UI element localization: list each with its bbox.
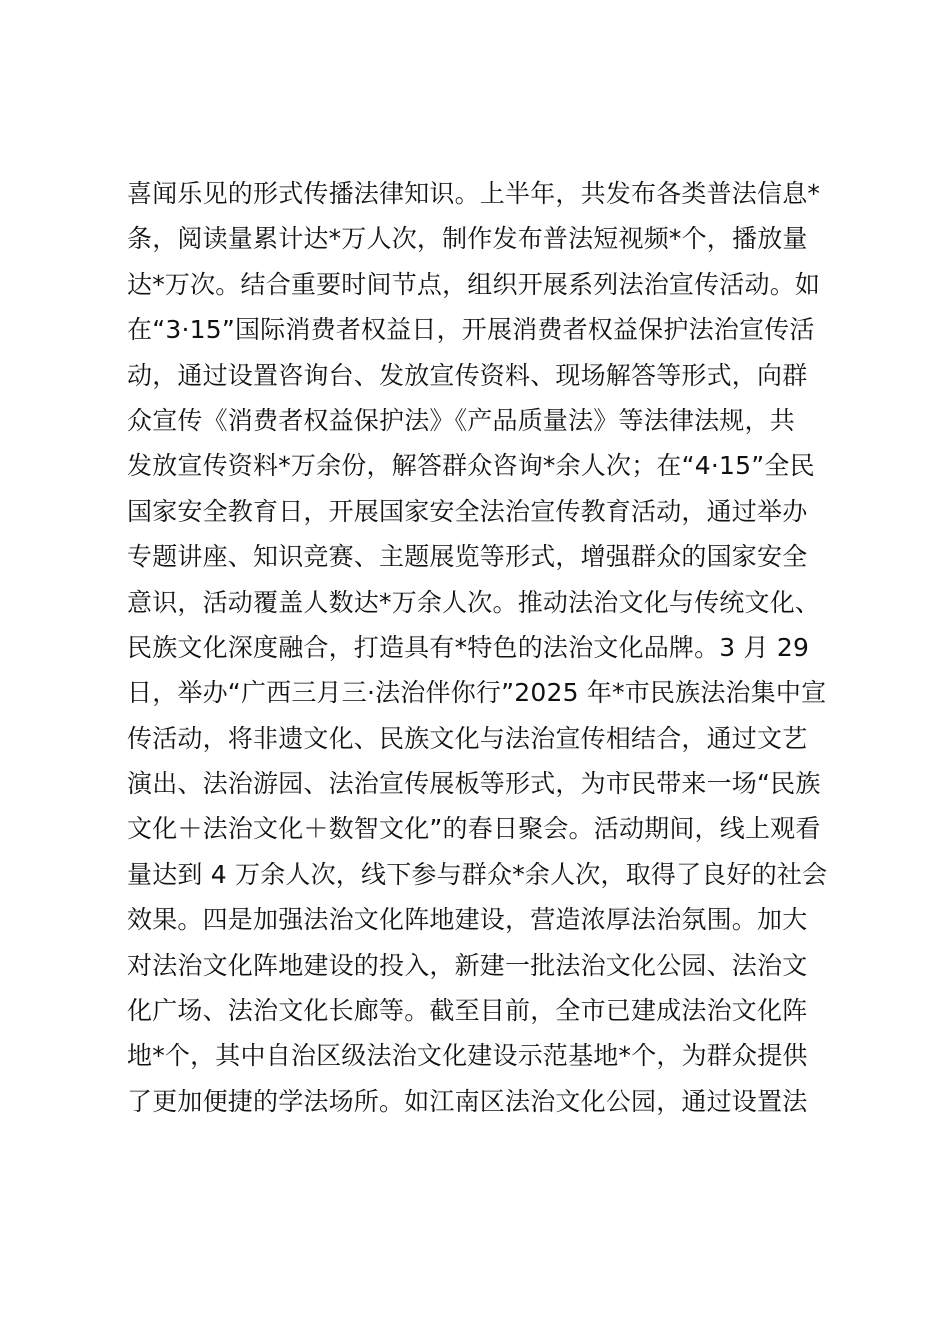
text-line: 国家安全教育日，开展国家安全法治宣传教育活动，通过举办 [127,496,808,526]
text-line: 效果。四是加强法治文化阵地建设，营造浓厚法治氛围。加大 [127,905,808,935]
text-line: 化广场、法治文化长廊等。截至目前，全市已建成法治文化阵 [127,996,808,1026]
text-line: 在“3·15”国际消费者权益日，开展消费者权益保护法治宣传活 [127,315,815,345]
body-paragraph [127,171,847,1124]
text-line: 专题讲座、知识竞赛、主题展览等形式，增强群众的国家安全 [127,542,808,572]
text-line: 喜闻乐见的形式传播法律知识。上半年，共发布各类普法信息* [127,179,821,208]
text-line: 了更加便捷的学法场所。如江南区法治文化公园，通过设置法 [127,1086,808,1116]
text-line: 传活动，将非遗文化、民族文化与法治宣传相结合，通过文艺 [127,723,808,753]
text-line: 日，举办“广西三月三·法治伴你行”2025 年*市民族法治集中宣 [127,678,827,708]
text-line: 条，阅读量累计达*万人次，制作发布普法短视频*个，播放量 [127,224,808,254]
text-line: 对法治文化阵地建设的投入，新建一批法治文化公园、法治文 [127,950,808,980]
text-line: 达*万次。结合重要时间节点，组织开展系列法治宣传活动。如 [127,269,821,299]
text-line: 众宣传《消费者权益保护法》《产品质量法》等法律法规，共 [127,405,795,435]
text-line: 动，通过设置咨询台、发放宣传资料、现场解答等形式，向群 [127,360,808,390]
text-line: 意识，活动覆盖人数达*万余人次。推动法治文化与传统文化、 [127,587,821,617]
text-line: 地*个，其中自治区级法治文化建设示范基地*个，为群众提供 [127,1041,808,1071]
text-line: 文化＋法治文化＋数智文化”的春日聚会。活动期间，线上观看 [127,814,821,844]
text-line: 民族文化深度融合，打造具有*特色的法治文化品牌。3 月 29 [127,632,810,662]
text-line: 发放宣传资料*万余份，解答群众咨询*余人次；在“4·15”全民 [127,451,815,481]
text-line: 量达到 4 万余人次，线下参与群众*余人次，取得了良好的社会 [127,859,828,889]
text-line: 演出、法治游园、法治宣传展板等形式，为市民带来一场“民族 [127,769,821,799]
